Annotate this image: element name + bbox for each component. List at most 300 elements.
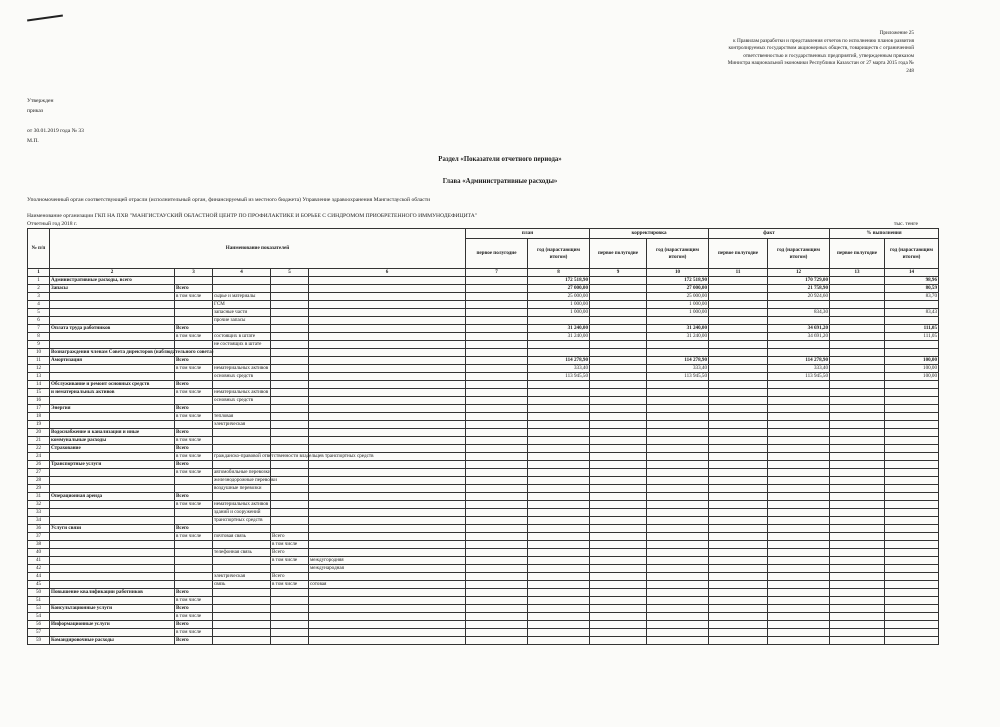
table-cell [50, 508, 175, 516]
table-row [28, 588, 939, 596]
table-cell [50, 332, 175, 340]
table-cell [768, 388, 830, 396]
table-cell [466, 460, 528, 468]
table-cell: 38 [28, 540, 50, 548]
table-cell [213, 404, 271, 412]
table-cell: 20 [28, 428, 50, 436]
table-cell: 27 [28, 468, 50, 476]
table-cell [709, 316, 768, 324]
table-cell [213, 588, 271, 596]
table-cell [590, 564, 647, 572]
table-cell: состоящих в штате [213, 332, 271, 340]
table-cell [590, 404, 647, 412]
table-cell [885, 452, 939, 460]
table-cell [309, 396, 466, 404]
table-cell: связь [213, 580, 271, 588]
table-cell [768, 412, 830, 420]
table-cell [885, 388, 939, 396]
table-cell: почтовая связь [213, 532, 271, 540]
table-cell [647, 516, 709, 524]
table-row [28, 460, 939, 468]
table-row [28, 468, 939, 476]
table-cell [271, 612, 309, 620]
table-cell [709, 612, 768, 620]
table-cell: 1 000,00 [528, 300, 590, 308]
table-cell [309, 596, 466, 604]
table-cell [590, 292, 647, 300]
table-cell [528, 596, 590, 604]
table-row [28, 428, 939, 436]
table-cell [885, 588, 939, 596]
table-cell [709, 460, 768, 468]
table-row [28, 372, 939, 380]
table-cell [709, 340, 768, 348]
table-cell [647, 452, 709, 460]
column-number: 7 [466, 269, 528, 277]
table-cell: 18 [28, 412, 50, 420]
table-cell [466, 580, 528, 588]
table-cell: 22 [28, 444, 50, 452]
table-cell [768, 476, 830, 484]
table-cell [830, 596, 885, 604]
table-cell [466, 364, 528, 372]
table-cell [768, 404, 830, 412]
table-cell [885, 404, 939, 412]
table-cell [647, 444, 709, 452]
chapter-title: Глава «Административные расходы» [442, 178, 558, 185]
table-cell: Всего [175, 636, 213, 644]
table-cell [175, 540, 213, 548]
table-cell [590, 468, 647, 476]
table-cell [213, 540, 271, 548]
table-cell: 29 [28, 484, 50, 492]
table-cell [50, 476, 175, 484]
table-cell [528, 396, 590, 404]
table-cell: 170 729,00 [768, 276, 830, 284]
table-cell [466, 532, 528, 540]
table-cell: Запасы [50, 284, 175, 292]
table-cell: Информационные услуги [50, 620, 175, 628]
table-cell: 12 [28, 364, 50, 372]
appendix-line: Министра национальной экономики Республики Казахстан от 27 марта 2015 года № [727, 60, 914, 67]
table-cell: Вознаграждения членам Совета директоров (наблюдательного совета) [51, 348, 214, 355]
table-cell [213, 444, 271, 452]
table-cell [885, 508, 939, 516]
table-cell: в том числе [175, 412, 213, 420]
table-cell [885, 572, 939, 580]
table-cell [175, 420, 213, 428]
table-cell: Всего [175, 588, 213, 596]
table-cell [466, 604, 528, 612]
table-cell [885, 428, 939, 436]
table-cell [709, 324, 768, 332]
table-cell [271, 364, 309, 372]
table-cell [768, 444, 830, 452]
table-cell [213, 276, 271, 284]
table-cell: 114 278,90 [528, 356, 590, 364]
table-cell: международная [309, 564, 466, 572]
table-cell [709, 284, 768, 292]
table-cell [50, 308, 175, 316]
table-cell [309, 508, 466, 516]
table-cell: в том числе [175, 468, 213, 476]
table-cell [885, 596, 939, 604]
table-row [28, 612, 939, 620]
table-cell [271, 628, 309, 636]
table-cell [528, 500, 590, 508]
table-cell [466, 276, 528, 284]
table-row [28, 548, 939, 556]
table-cell [709, 564, 768, 572]
table-cell [647, 476, 709, 484]
table-cell: 31 240,00 [647, 332, 709, 340]
table-cell [309, 372, 466, 380]
table-cell [175, 556, 213, 564]
table-cell [709, 492, 768, 500]
table-cell [309, 428, 466, 436]
table-cell [885, 348, 939, 356]
table-cell [175, 300, 213, 308]
table-cell [590, 612, 647, 620]
table-cell: 31 240,00 [528, 324, 590, 332]
table-cell [830, 524, 885, 532]
table-cell: 333,40 [647, 364, 709, 372]
column-number: 4 [213, 269, 271, 277]
table-cell [213, 604, 271, 612]
column-number: 5 [271, 269, 309, 277]
table-cell: 15 [28, 388, 50, 396]
table-cell [830, 356, 885, 364]
table-cell [830, 276, 885, 284]
table-cell [709, 540, 768, 548]
table-cell [709, 596, 768, 604]
table-cell: 54 [28, 612, 50, 620]
table-cell [271, 508, 309, 516]
table-cell: 2 [28, 284, 50, 292]
table-cell [830, 340, 885, 348]
table-cell [768, 612, 830, 620]
appendix-line: 248 [906, 67, 914, 74]
table-cell [768, 596, 830, 604]
table-cell [466, 628, 528, 636]
table-cell [271, 460, 309, 468]
table-cell: в том числе [271, 580, 309, 588]
table-cell [175, 548, 213, 556]
table-cell [528, 316, 590, 324]
table-row [28, 636, 939, 644]
table-cell: нематериальных активов [213, 500, 271, 508]
table-cell: Всего [175, 460, 213, 468]
column-number: 9 [590, 269, 647, 277]
column-number: 10 [647, 269, 709, 277]
table-cell: Административные расходы, всего [50, 276, 175, 284]
table-cell [528, 612, 590, 620]
table-cell [709, 476, 768, 484]
table-cell [590, 436, 647, 444]
table-cell [709, 556, 768, 564]
table-cell [50, 556, 175, 564]
table-cell [528, 564, 590, 572]
table-cell: 16 [28, 396, 50, 404]
table-cell [466, 316, 528, 324]
table-cell [885, 484, 939, 492]
table-cell: нематериальных активов [213, 388, 271, 396]
table-cell: Всего [175, 604, 213, 612]
table-cell [768, 604, 830, 612]
approval-date: от 30.01.2019 года № 33 [27, 128, 84, 134]
table-cell [466, 564, 528, 572]
table-cell [466, 508, 528, 516]
table-cell [466, 492, 528, 500]
table-cell [590, 340, 647, 348]
table-cell [271, 300, 309, 308]
table-cell [590, 532, 647, 540]
table-cell [647, 500, 709, 508]
approval-seal: М.П. [27, 138, 39, 144]
table-cell [466, 636, 528, 644]
table-cell [309, 604, 466, 612]
approval-line: Утвержден [27, 98, 54, 104]
table-cell: коммунальные расходы [50, 436, 175, 444]
table-row [28, 404, 939, 412]
table-cell [590, 444, 647, 452]
table-cell [590, 308, 647, 316]
table-cell [50, 564, 175, 572]
table-cell [528, 532, 590, 540]
table-cell [466, 388, 528, 396]
table-cell [885, 500, 939, 508]
table-cell [309, 460, 466, 468]
header-first-half: первое полугодие [709, 239, 768, 269]
table-cell: в том числе [175, 436, 213, 444]
table-row [28, 396, 939, 404]
column-numbers-row [28, 269, 939, 277]
table-cell [466, 420, 528, 428]
table-cell [830, 444, 885, 452]
table-row [28, 500, 939, 508]
table-row [28, 412, 939, 420]
table-cell [213, 628, 271, 636]
table-cell [528, 508, 590, 516]
table-cell [50, 612, 175, 620]
table-cell [466, 412, 528, 420]
table-cell: 1 000,00 [647, 300, 709, 308]
table-cell [528, 412, 590, 420]
table-cell [466, 428, 528, 436]
table-cell [50, 484, 175, 492]
table-cell [647, 348, 709, 356]
table-cell [271, 604, 309, 612]
table-cell [590, 596, 647, 604]
table-cell [528, 444, 590, 452]
table-row [28, 564, 939, 572]
table-cell [830, 548, 885, 556]
table-cell: Всего [271, 532, 309, 540]
table-cell [271, 388, 309, 396]
table-cell: 57 [28, 628, 50, 636]
column-number: 8 [528, 269, 590, 277]
table-cell [466, 396, 528, 404]
table-cell [709, 588, 768, 596]
table-cell: 114 278,90 [647, 356, 709, 364]
table-cell [466, 324, 528, 332]
table-cell: 40 [28, 548, 50, 556]
table-cell [647, 548, 709, 556]
table-cell: в том числе [175, 364, 213, 372]
table-cell [309, 292, 466, 300]
table-cell: Операционная аренда [50, 492, 175, 500]
table-cell: Всего [175, 284, 213, 292]
table-cell [830, 388, 885, 396]
table-row [28, 580, 939, 588]
header-first-half: первое полугодие [466, 239, 528, 269]
table-cell [709, 388, 768, 396]
table-cell [885, 636, 939, 644]
table-cell: Консультационные услуги [50, 604, 175, 612]
table-row [28, 596, 939, 604]
table-cell: 10 [28, 348, 50, 356]
table-cell [885, 412, 939, 420]
table-cell: 1 000,00 [528, 308, 590, 316]
table-cell [528, 348, 590, 356]
table-cell [590, 284, 647, 292]
table-cell [885, 436, 939, 444]
table-cell [528, 340, 590, 348]
table-cell [647, 388, 709, 396]
table-cell [590, 508, 647, 516]
table-cell [309, 492, 466, 500]
table-cell [466, 308, 528, 316]
table-cell [466, 588, 528, 596]
table-cell: 333,40 [768, 364, 830, 372]
table-cell [885, 460, 939, 468]
table-cell [590, 364, 647, 372]
table-cell [466, 516, 528, 524]
table-cell [271, 468, 309, 476]
table-cell [528, 468, 590, 476]
table-cell [271, 396, 309, 404]
units-label: тыс. тенге [893, 221, 918, 227]
table-cell: 113 945,50 [768, 372, 830, 380]
table-row [28, 444, 939, 452]
table-cell: 45 [28, 580, 50, 588]
table-cell: 113 945,50 [528, 372, 590, 380]
table-cell: Всего [175, 492, 213, 500]
table-cell [466, 356, 528, 364]
table-cell [309, 412, 466, 420]
table-cell: Всего [175, 380, 213, 388]
table-cell [590, 588, 647, 596]
table-cell [50, 532, 175, 540]
table-cell [709, 628, 768, 636]
table-cell [466, 468, 528, 476]
table-cell [768, 540, 830, 548]
table-cell [647, 340, 709, 348]
table-cell [466, 612, 528, 620]
table-cell [271, 516, 309, 524]
table-cell [309, 468, 466, 476]
table-cell: Всего [175, 356, 213, 364]
table-cell [271, 420, 309, 428]
table-cell: Всего [175, 428, 213, 436]
table-cell [709, 444, 768, 452]
table-cell [528, 452, 590, 460]
table-cell [768, 636, 830, 644]
table-cell [830, 468, 885, 476]
table-cell [709, 380, 768, 388]
table-cell: прочие запасы [213, 316, 271, 324]
table-cell [528, 620, 590, 628]
table-cell [309, 444, 466, 452]
table-cell [213, 348, 271, 356]
table-cell: 32 [28, 500, 50, 508]
table-cell [647, 492, 709, 500]
table-cell [590, 540, 647, 548]
table-cell [709, 580, 768, 588]
table-cell [213, 596, 271, 604]
table-row [28, 292, 939, 300]
table-cell [175, 580, 213, 588]
table-cell [309, 484, 466, 492]
column-number: 2 [50, 269, 175, 277]
header-no: № п/п [28, 229, 50, 269]
table-cell [175, 476, 213, 484]
table-cell [709, 428, 768, 436]
table-cell [647, 420, 709, 428]
table-cell [50, 580, 175, 588]
table-cell: Всего [175, 620, 213, 628]
table-cell: гражданско-правовой ответственности владельцев транспортных средств [214, 452, 374, 459]
table-cell [309, 588, 466, 596]
table-cell [50, 500, 175, 508]
table-cell: 56 [28, 620, 50, 628]
table-cell [647, 396, 709, 404]
table-cell: сотовая [309, 580, 466, 588]
header-correction: корректировка [590, 229, 709, 239]
table-cell: 114 278,90 [768, 356, 830, 364]
table-cell [309, 356, 466, 364]
table-cell [528, 628, 590, 636]
table-cell [885, 444, 939, 452]
table-cell [271, 356, 309, 364]
table-cell [309, 620, 466, 628]
table-cell: нематериальных активов [213, 364, 271, 372]
table-cell [309, 548, 466, 556]
table-cell [309, 612, 466, 620]
table-cell: автомобильные перевозки [214, 468, 271, 475]
table-row [28, 620, 939, 628]
table-cell [50, 292, 175, 300]
table-cell: 34 691,20 [768, 332, 830, 340]
table-cell: 42 [28, 564, 50, 572]
table-cell [768, 532, 830, 540]
table-cell [50, 420, 175, 428]
table-cell: транспортных средств [213, 516, 271, 524]
table-cell [466, 452, 528, 460]
table-cell [175, 396, 213, 404]
table-cell [885, 492, 939, 500]
table-cell [466, 332, 528, 340]
table-cell [709, 404, 768, 412]
header-first-half: первое полугодие [590, 239, 647, 269]
table-row [28, 308, 939, 316]
appendix-line: контролируемых государством акционерных обществ, товариществ с ограниченной [728, 45, 914, 52]
organization-line: Наименование организации ГКП НА ПХВ "МАНГИСТАУСКИЙ ОБЛАСТНОЙ ЦЕНТР ПО ПРОФИЛАКТИКЕ И БОРЬБЕ С СИНДРОМОМ ПРИОБРЕТЕННОГО ИММУНОДЕФИЦИТА" [27, 213, 478, 219]
header-year: год (нарастающим итогом) [528, 239, 590, 269]
table-cell [709, 484, 768, 492]
table-cell [830, 460, 885, 468]
table-cell: 6 [28, 316, 50, 324]
